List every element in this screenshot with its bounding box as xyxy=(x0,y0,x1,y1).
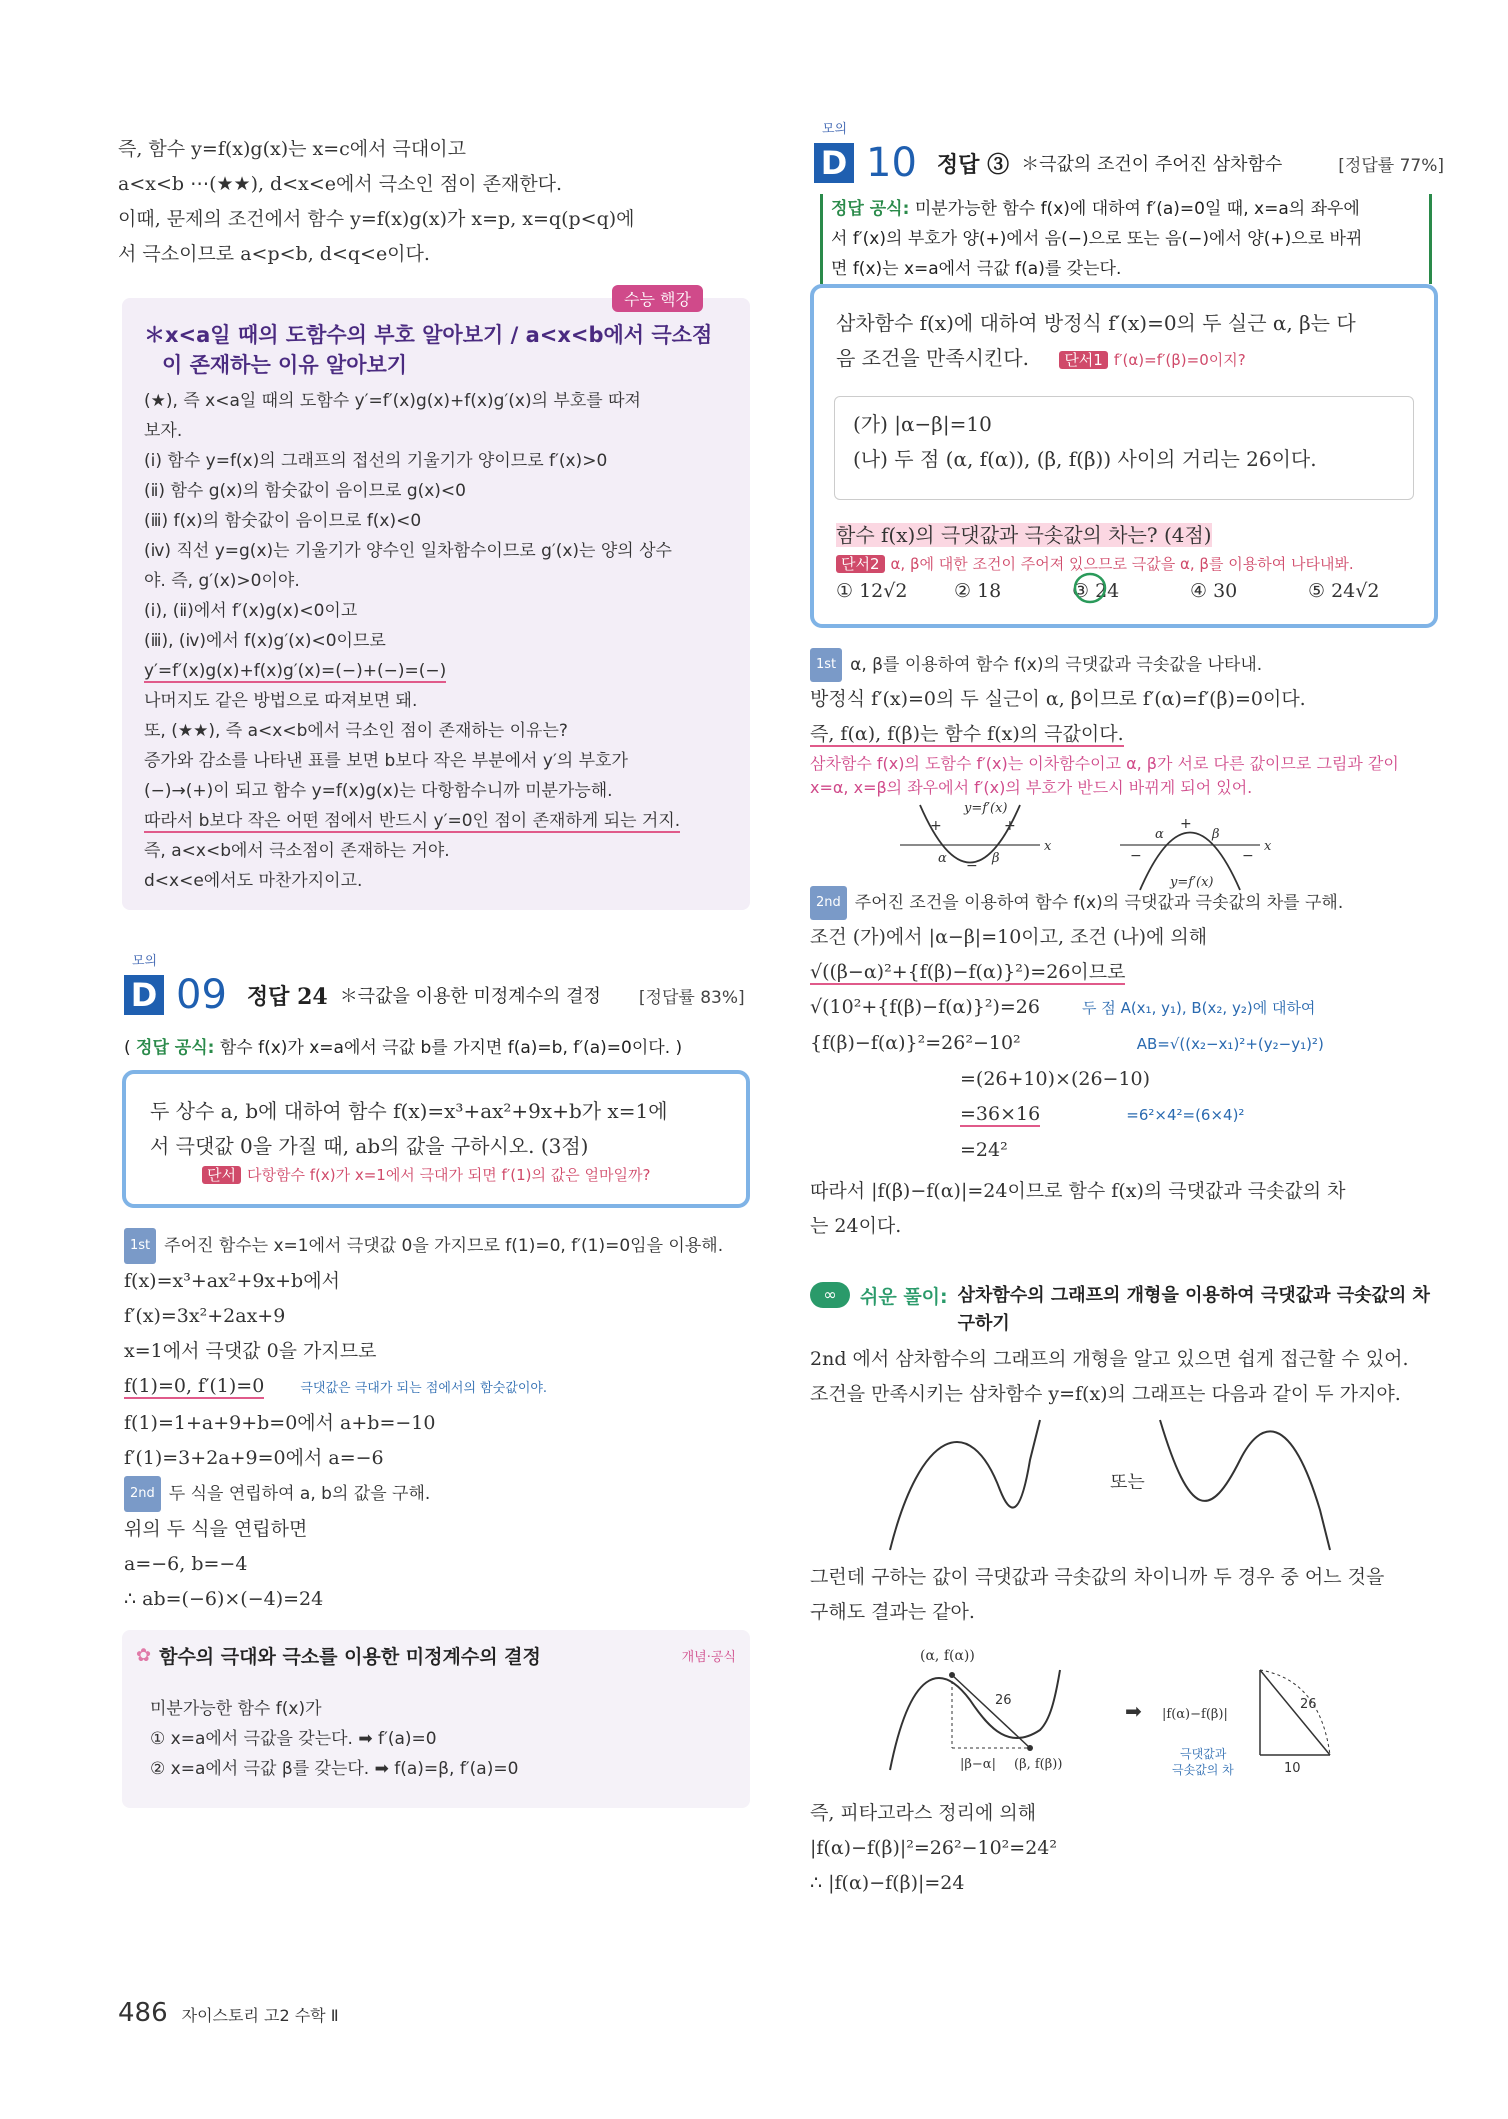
core-line: 또, (★★), 즉 a<x<b에서 극소인 점이 존재하는 이유는? xyxy=(144,721,568,741)
p10-question xyxy=(836,518,1418,553)
svg-text:α: α xyxy=(1155,827,1164,842)
p10-choices xyxy=(836,580,1418,602)
choice-1[interactable]: ① 12√2 xyxy=(836,580,908,602)
p10-topic: ＊극값의 조건이 주어진 삼차함수 xyxy=(1021,154,1283,175)
choice-2[interactable]: ② 18 xyxy=(954,580,1002,602)
p09-hint-label: 단서 xyxy=(202,1166,241,1184)
svg-text:−: − xyxy=(966,858,978,874)
p10-hint2 xyxy=(836,553,1418,574)
p09-problem-line: 두 상수 a, b에 대하여 함수 f(x)=x³+ax²+9x+b가 x=1에 xyxy=(150,1099,668,1123)
p10-conditions-box xyxy=(834,396,1414,500)
p09-line: f′(1)=3+2a+9=0에서 a=−6 xyxy=(124,1447,384,1469)
fig-caption: 극댓값과 xyxy=(1180,1747,1227,1761)
text-line: 즉, 함수 y=f(x)g(x)는 x=c에서 극대이고 xyxy=(118,138,466,160)
final-line: ∴ |f(α)−f(β)|=24 xyxy=(810,1872,965,1894)
svg-text:+: + xyxy=(1180,816,1192,832)
pythagoras-figure xyxy=(880,1640,1508,1790)
p09-mock-label: 모의 xyxy=(132,954,158,969)
easy-line: 그런데 구하는 값이 극댓값과 극솟값의 차이니까 두 경우 중 어느 것을 xyxy=(810,1566,1385,1588)
book-title: 자이스토리 고2 수학 Ⅱ xyxy=(181,2006,339,2025)
p10-hint1-label: 단서1 xyxy=(1059,351,1108,369)
svg-text:α: α xyxy=(938,851,947,866)
fig-10: 10 xyxy=(1284,1761,1301,1776)
p09-number: 09 xyxy=(176,972,227,1018)
choice-4[interactable]: ④ 30 xyxy=(1190,580,1238,602)
p09-line: f(1)=1+a+9+b=0에서 a+b=−10 xyxy=(124,1412,436,1434)
core-tag: 수능 핵강 xyxy=(612,285,703,312)
p10-line xyxy=(810,990,1440,1026)
core-line: (−)→(+)이 되고 함수 y=f(x)g(x)는 다항함수니까 미분가능해. xyxy=(144,781,613,801)
fig-ba: |β−α| xyxy=(960,1757,996,1772)
svg-text:x: x xyxy=(1264,839,1272,854)
core-line: (ⅱ) 함수 g(x)의 함숫값이 음이므로 g(x)<0 xyxy=(144,481,466,501)
core-line: 보자. xyxy=(144,421,183,441)
p10-hint1 xyxy=(1059,351,1245,369)
p10-hint2-label: 단서2 xyxy=(836,555,885,573)
core-line: (★), 즉 x<a일 때의 도함수 y′=f′(x)g(x)+f(x)g′(x)의 부호를 따져 xyxy=(144,391,641,411)
fig-beta-point: (β, f(β)) xyxy=(1014,1757,1063,1772)
p10-note: 두 점 A(x₁, y₁), B(x₂, y₂)에 대하여 xyxy=(1082,999,1316,1017)
concept-tag: 개념·공식 xyxy=(681,1650,736,1665)
p09-line xyxy=(124,1369,754,1406)
core-line: (ⅲ), (ⅳ)에서 f(x)g′(x)<0이므로 xyxy=(144,631,386,651)
p09-step1-text: 주어진 함수는 x=1에서 극댓값 0을 가지므로 f(1)=0, f′(1)=0임을 이용해. xyxy=(164,1236,724,1256)
final-line: |f(α)−f(β)|²=26²−10²=24² xyxy=(810,1837,1058,1859)
p09-step2-tag: 2nd xyxy=(124,1476,161,1512)
p10-line xyxy=(810,1026,1440,1062)
p09-step1-tag: 1st xyxy=(124,1228,156,1264)
p10-question-text: 함수 f(x)의 극댓값과 극솟값의 차는? (4점) xyxy=(836,523,1212,547)
p10-problem-line: 삼차함수 f(x)에 대하여 방정식 f′(x)=0의 두 실근 α, β는 다 xyxy=(836,311,1356,335)
p10-problem-line xyxy=(836,341,1356,378)
p10-problem-text: 음 조건을 만족시킨다. xyxy=(836,346,1029,370)
p10-letter: D xyxy=(814,143,854,183)
fig-alpha-point: (α, f(α)) xyxy=(920,1648,975,1664)
p09-hint-text: 다항함수 f(x)가 x=1에서 극대가 되면 f′(1)의 값은 얼마일까? xyxy=(246,1166,651,1184)
easy-label: 쉬운 풀이: xyxy=(860,1286,948,1308)
p10-underlined: =36×16 xyxy=(960,1103,1041,1125)
flower-icon: ✿ xyxy=(136,1645,152,1666)
derivative-graphs xyxy=(840,800,1470,900)
p09-step2 xyxy=(124,1476,754,1512)
p10-step2-text: 주어진 조건을 이용하여 함수 f(x)의 극댓값과 극솟값의 차를 구해. xyxy=(854,893,1344,913)
p10-formula-line xyxy=(831,194,1421,224)
p10-step1-text: α, β를 이용하여 함수 f(x)의 극댓값과 극솟값을 나타내. xyxy=(850,655,1263,675)
p09-problem-box xyxy=(122,1070,750,1208)
text-line: 서 극소이므로 a<p<b, d<q<e이다. xyxy=(118,243,430,265)
p10-problem-box xyxy=(810,284,1438,628)
p10-number: 10 xyxy=(866,140,917,186)
p10-line: =(26+10)×(26−10) xyxy=(960,1068,1151,1090)
p09-line: a=−6, b=−4 xyxy=(124,1553,248,1575)
svg-text:+: + xyxy=(930,818,942,834)
p09-formula-label: 정답 공식: xyxy=(136,1038,215,1058)
p10-hint2-text: α, β에 대한 조건이 주어져 있으므로 극값을 α, β를 이용하여 나타내봐. xyxy=(890,555,1354,573)
p09-line: x=1에서 극댓값 0을 가지므로 xyxy=(124,1340,377,1362)
p09-underlined: f(1)=0, f′(1)=0 xyxy=(124,1375,265,1397)
core-line: (ⅰ) 함수 y=f(x)의 그래프의 접선의 기울기가 양이므로 f′(x)>0 xyxy=(144,451,608,471)
core-line: (ⅳ) 직선 y=g(x)는 기울기가 양수인 일차함수이므로 g′(x)는 양의 상수 xyxy=(144,541,672,561)
p10-underlined: 즉, f(α), f(β)는 함수 f(x)의 극값이다. xyxy=(810,723,1124,745)
concept-line: ① x=a에서 극값을 갖는다. ➡ f′(a)=0 xyxy=(150,1729,437,1749)
core-line: d<x<e에서도 마찬가지이고. xyxy=(144,871,363,891)
core-line xyxy=(144,656,680,686)
p10-line xyxy=(810,1097,1440,1133)
core-line xyxy=(144,806,680,836)
core-line: 증가와 감소를 나타낸 표를 보면 b보다 작은 부분에서 y′의 부호가 xyxy=(144,751,628,771)
p10-answer: 정답 ③ xyxy=(936,151,1010,178)
choice-5[interactable]: ⑤ 24√2 xyxy=(1308,580,1380,602)
p09-step2-text: 두 식을 연립하여 a, b의 값을 구해. xyxy=(168,1484,431,1504)
p10-step2-tag: 2nd xyxy=(810,886,847,920)
p10-note: =6²×4²=(6×4)² xyxy=(1126,1106,1245,1124)
p09-topic: ＊극값을 이용한 미정계수의 결정 xyxy=(339,986,601,1007)
p10-formula-text: 미분가능한 함수 f(x)에 대하여 f′(a)=0일 때, x=a의 좌우에 xyxy=(914,199,1360,219)
svg-text:x: x xyxy=(1044,839,1052,854)
p09-line: 위의 두 식을 연립하면 xyxy=(124,1518,308,1540)
p09-hint xyxy=(150,1164,668,1185)
svg-text:β: β xyxy=(1212,827,1220,842)
p10-condition: (가) |α−β|=10 xyxy=(853,412,992,436)
svg-text:+: + xyxy=(1004,818,1016,834)
core-title: ＊x<a일 때의 도함수의 부호 알아보기 / a<x<b에서 극소점 xyxy=(144,323,713,347)
concept-title: 함수의 극대와 극소를 이용한 미정계수의 결정 xyxy=(159,1646,541,1668)
p10-line xyxy=(810,955,1440,990)
p10-condition: (나) 두 점 (α, f(α)), (β, f(β)) 사이의 거리는 26이다. xyxy=(853,447,1317,471)
p10-sub-note: 삼차함수 f(x)의 도함수 f′(x)는 이차함수이고 α, β가 서로 다른 값이므로 그림과 같이 xyxy=(810,754,1399,773)
fig-26: 26 xyxy=(995,1693,1012,1708)
p10-formula-line: 면 f(x)는 x=a에서 극값 f(a)를 갖는다. xyxy=(831,259,1122,279)
answer-circle-icon xyxy=(1072,570,1112,610)
concept-line: 미분가능한 함수 f(x)가 xyxy=(150,1699,322,1719)
p10-step1-tag: 1st xyxy=(810,648,842,682)
p10-line xyxy=(810,717,1440,752)
core-underlined: 따라서 b보다 작은 어떤 점에서 반드시 y′=0인 점이 존재하게 되는 거지. xyxy=(144,811,681,831)
core-line: 야. 즉, g′(x)>0이야. xyxy=(144,571,300,591)
p10-line-text: √(10²+{f(β)−f(α)}²)=26 xyxy=(810,996,1040,1018)
page-number: 486 xyxy=(118,1998,168,2028)
p09-letter: D xyxy=(124,975,164,1015)
svg-text:β: β xyxy=(992,851,1000,866)
page-footer xyxy=(118,1998,339,2028)
p09-formula: ( 정답 공식: 함수 f(x)가 x=a에서 극값 b를 가지면 f(a)=b, f′(a)=0이다. ) xyxy=(124,1038,683,1058)
p10-sub-note: x=α, x=β의 좌우에서 f′(x)의 부호가 반드시 바뀌게 되어 있어. xyxy=(810,778,1253,797)
core-explanation-box xyxy=(122,290,750,910)
fig-caption: 극솟값의 차 xyxy=(1172,1763,1234,1777)
core-underlined: y′=f′(x)g(x)+f(x)g′(x)=(−)+(−)=(−) xyxy=(144,661,447,681)
svg-text:−: − xyxy=(1130,848,1142,864)
easy-line: 2nd 에서 삼차함수의 그래프의 개형을 알고 있으면 쉽게 접근할 수 있어. xyxy=(810,1348,1409,1370)
p10-note: AB=√((x₂−x₁)²+(y₂−y₁)²) xyxy=(1136,1035,1324,1053)
p10-formula-label: 정답 공식: xyxy=(831,199,910,219)
p10-hint1-text: f′(α)=f′(β)=0이지? xyxy=(1113,351,1246,369)
graph-label: y=f′(x) xyxy=(964,801,1008,816)
p10-mock-label: 모의 xyxy=(822,122,848,137)
p10-header xyxy=(814,140,1444,186)
final-line: 즉, 피타고라스 정리에 의해 xyxy=(810,1802,1037,1824)
p10-rate: [정답률 77%] xyxy=(1338,155,1445,176)
easy-line: 조건을 만족시키는 삼차함수 y=f(x)의 그래프는 다음과 같이 두 가지야. xyxy=(810,1383,1401,1405)
svg-text:−: − xyxy=(1242,848,1254,864)
p10-line: =24² xyxy=(960,1139,1008,1161)
p09-formula-text: 함수 f(x)가 x=a에서 극값 b를 가지면 f(a)=b, f′(a)=0이다. xyxy=(219,1038,671,1058)
p09-header xyxy=(124,972,745,1018)
p10-underlined: √((β−α)²+{f(β)−f(α)}²)=26이므로 xyxy=(810,961,1126,983)
p10-line: 는 24이다. xyxy=(810,1215,902,1237)
svg-text:➡: ➡ xyxy=(1125,1699,1142,1723)
concept-box xyxy=(122,1630,750,1808)
p09-rate: [정답률 83%] xyxy=(638,987,745,1008)
glasses-icon: ∞ xyxy=(810,1282,850,1308)
p09-answer: 정답 24 xyxy=(246,983,328,1010)
p10-step1 xyxy=(810,648,1440,682)
p09-line: f′(x)=3x²+2ax+9 xyxy=(124,1305,286,1327)
easy-solution-head xyxy=(810,1282,1440,1338)
text-line: a<x<b ⋯(★★), d<x<e에서 극소인 점이 존재한다. xyxy=(118,173,563,195)
easy-title: 삼차함수의 그래프의 개형을 이용하여 극댓값과 극솟값의 차 xyxy=(957,1285,1430,1306)
p10-line: 방정식 f′(x)=0의 두 실근이 α, β이므로 f′(α)=f′(β)=0이다. xyxy=(810,688,1306,710)
concept-line: ② x=a에서 극값 β를 갖는다. ➡ f(a)=β, f′(a)=0 xyxy=(150,1759,519,1779)
core-title-2: 이 존재하는 이유 알아보기 xyxy=(162,353,408,377)
p09-note: 극댓값은 극대가 되는 점에서의 함숫값이야. xyxy=(300,1381,548,1396)
p09-line: ∴ ab=(−6)×(−4)=24 xyxy=(124,1588,324,1610)
p09-problem-line: 서 극댓값 0을 가질 때, ab의 값을 구하시오. (3점) xyxy=(150,1134,589,1158)
p10-line-text: {f(β)−f(α)}²=26²−10² xyxy=(810,1032,1021,1054)
p09-line: f(x)=x³+ax²+9x+b에서 xyxy=(124,1270,340,1292)
text-line: 이때, 문제의 조건에서 함수 y=f(x)g(x)가 x=p, x=q(p<q)에 xyxy=(118,208,635,230)
fig-26: 26 xyxy=(1300,1697,1317,1712)
easy-title: 구하기 xyxy=(957,1313,1010,1334)
p10-line: 따라서 |f(β)−f(α)|=24이므로 함수 f(x)의 극댓값과 극솟값의 차 xyxy=(810,1180,1346,1202)
cubic-shapes xyxy=(860,1420,1490,1560)
graph-label: y=f′(x) xyxy=(1170,875,1214,890)
core-line: 즉, a<x<b에서 극소점이 존재하는 거야. xyxy=(144,841,450,861)
core-line: (ⅲ) f(x)의 함숫값이 음이므로 f(x)<0 xyxy=(144,511,422,531)
choice-3[interactable]: ③ 24 xyxy=(1072,580,1120,602)
core-line: 나머지도 같은 방법으로 따져보면 돼. xyxy=(144,691,418,711)
or-text: 또는 xyxy=(1110,1472,1145,1493)
p09-step1 xyxy=(124,1228,754,1264)
p10-formula-line: 서 f′(x)의 부호가 양(+)에서 음(−)으로 또는 음(−)에서 양(+)으로 바뀌 xyxy=(831,229,1363,249)
p10-step2 xyxy=(810,886,1440,920)
fig-diff: |f(α)−f(β)| xyxy=(1162,1707,1228,1722)
easy-line: 구해도 결과는 같아. xyxy=(810,1601,975,1623)
p10-formula xyxy=(820,194,1432,284)
core-line: (ⅰ), (ⅱ)에서 f′(x)g(x)<0이고 xyxy=(144,601,358,621)
p10-line: 조건 (가)에서 |α−β|=10이고, 조건 (나)에 의해 xyxy=(810,926,1208,948)
